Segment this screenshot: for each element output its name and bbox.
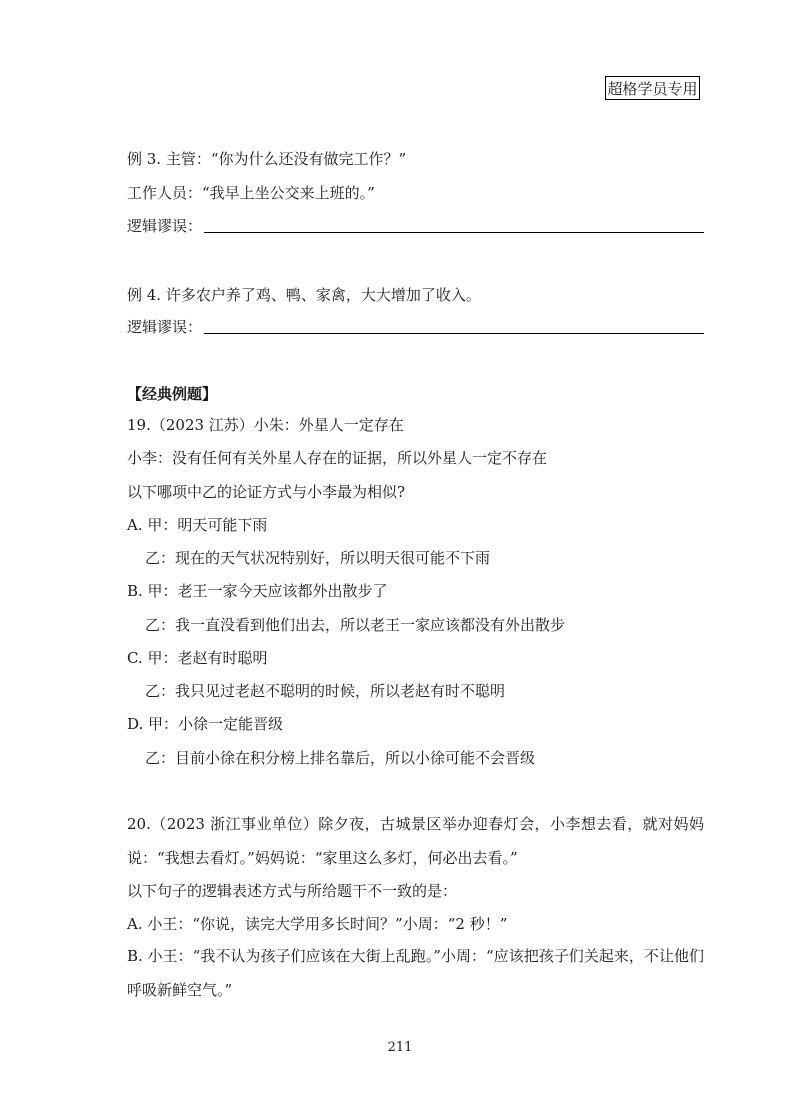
example4-question: 例 4. 许多农户养了鸡、鸭、家禽，大大增加了收入。 — [127, 286, 481, 304]
q19-stem-1: 19.（2023 江苏）小朱：外星人一定存在 — [127, 416, 404, 434]
example4-fallacy-label: 逻辑谬误： — [127, 318, 203, 336]
q20-stem: 20.（2023 浙江事业单位）除夕夜，古城景区举办迎春灯会，小李想去看，就对妈妈说：“我想去看灯。”妈妈说：“家里这么多灯，何必出去看。” — [127, 815, 704, 867]
q19-stem-3: 以下哪项中乙的论证方式与小李最为相似? — [127, 483, 406, 501]
q19-option-a: A. 甲：明天可能下雨 — [127, 516, 268, 534]
q19-option-b-detail: 乙：我一直没看到他们出去，所以老王一家应该都没有外出散步 — [145, 616, 566, 634]
example3-fallacy-label: 逻辑谬误： — [127, 217, 203, 235]
q19-option-c-detail: 乙：我只见过老赵不聪明的时候，所以老赵有时不聪明 — [145, 682, 506, 700]
example3-answer: 工作人员：“我早上坐公交来上班的。” — [127, 184, 375, 202]
example3-question: 例 3. 主管：“你为什么还没有做完工作？” — [127, 150, 407, 168]
q19-stem-2: 小李：没有任何有关外星人存在的证据，所以外星人一定不存在 — [127, 449, 548, 467]
q19-option-d-detail: 乙：目前小徐在积分榜上排名靠后，所以小徐可能不会晋级 — [145, 749, 536, 767]
page-number: 211 — [387, 1040, 413, 1055]
q20-option-b: B. 小王：“我不认为孩子们应该在大街上乱跑。”小周：“应该把孩子们关起来，不让他们呼吸新鲜空气。” — [127, 947, 704, 999]
q20-question: 以下句子的逻辑表述方式与所给题干不一致的是： — [127, 882, 458, 900]
section-title: 【经典例题】 — [127, 385, 218, 403]
header-badge: 超格学员专用 — [605, 76, 700, 100]
q19-option-d: D. 甲：小徐一定能晋级 — [127, 715, 284, 733]
q19-option-a-detail: 乙：现在的天气状况特别好，所以明天很可能不下雨 — [145, 549, 491, 567]
example3-answer-blank[interactable] — [204, 232, 704, 233]
q19-option-b: B. 甲：老王一家今天应该都外出散步了 — [127, 582, 388, 600]
example4-fallacy-row — [127, 316, 704, 338]
q20-option-a: A. 小王：“你说，读完大学用多长时间？”小周：“2 秒！” — [127, 915, 508, 933]
q19-option-c: C. 甲：老赵有时聪明 — [127, 649, 268, 667]
example3-fallacy-row — [127, 215, 704, 237]
example4-answer-blank[interactable] — [204, 333, 704, 334]
